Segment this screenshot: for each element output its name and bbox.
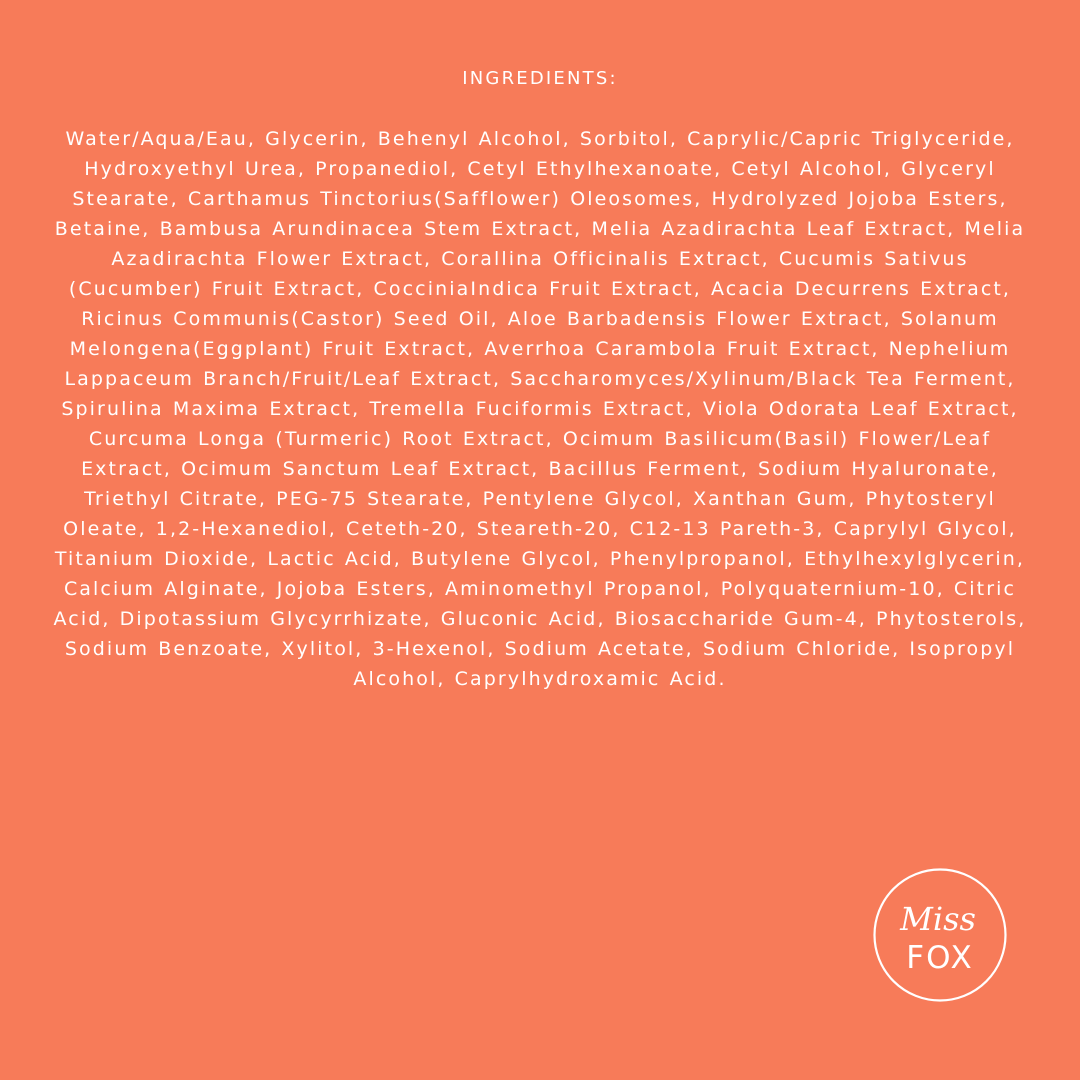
logo-script-text: Miss xyxy=(900,900,976,938)
brand-logo xyxy=(872,867,1008,1003)
ingredients-heading: INGREDIENTS: xyxy=(462,68,618,89)
ingredients-list: Water/Aqua/Eau, Glycerin, Behenyl Alcohol, Sorbitol, Caprylic/Capric Triglyceride, Hydroxyethyl Urea, Propanediol, Cetyl Ethylhexanoate, Cetyl Alcohol, Glyceryl Stearate, Carthamus Tinctorius(Safflower) Oleosomes, Hydrolyzed Jojoba Esters, Betaine, Bambusa Arundinacea Stem Extract, Melia Azadirachta Leaf Extract, Melia Azadirachta Flower Extract, Corallina Officinalis Extract, Cucumis Sativus (Cucumber) Fruit Extract, CocciniaIndica Fruit Extract, Acacia Decurrens Extract, Ricinus Communis(Castor) Seed Oil, Aloe Barbadensis Flower Extract, Solanum Melongena(Eggplant) Fruit Extract, Averrhoa Carambola Fruit Extract, Nephelium Lappaceum Branch/Fruit/Leaf Extract, Saccharomyces/Xylinum/Black Tea Ferment, Spirulina Maxima Extract, Tremella Fuciformis Extract, Viola Odorata Leaf Extract, Curcuma Longa (Turmeric) Root Extract, Ocimum Basilicum(Basil) Flower/Leaf Extract, Ocimum Sanctum Leaf Extract, Bacillus Ferment, Sodium Hyaluronate, Triethyl Citrate, PEG-75 Stearate, Pentylene Glycol, Xanthan Gum, Phytosteryl Oleate, 1,2-Hexanediol, Ceteth-20, Steareth-20, C12-13 Pareth-3, Caprylyl Glycol, Titanium Dioxide, Lactic Acid, Butylene Glycol, Phenylpropanol, Ethylhexylglycerin, Calcium Alginate, Jojoba Esters, Aminomethyl Propanol, Polyquaternium-10, Citric Acid, Dipotassium Glycyrrhizate, Gluconic Acid, Biosaccharide Gum-4, Phytosterols, Sodium Benzoate, Xylitol, 3-Hexenol, Sodium Acetate, Sodium Chloride, Isopropyl Alcohol, Caprylhydroxamic Acid. xyxy=(53,128,1027,690)
logo-wordmark-text: FOX xyxy=(906,940,974,976)
logo-badge-icon xyxy=(872,867,1008,1003)
